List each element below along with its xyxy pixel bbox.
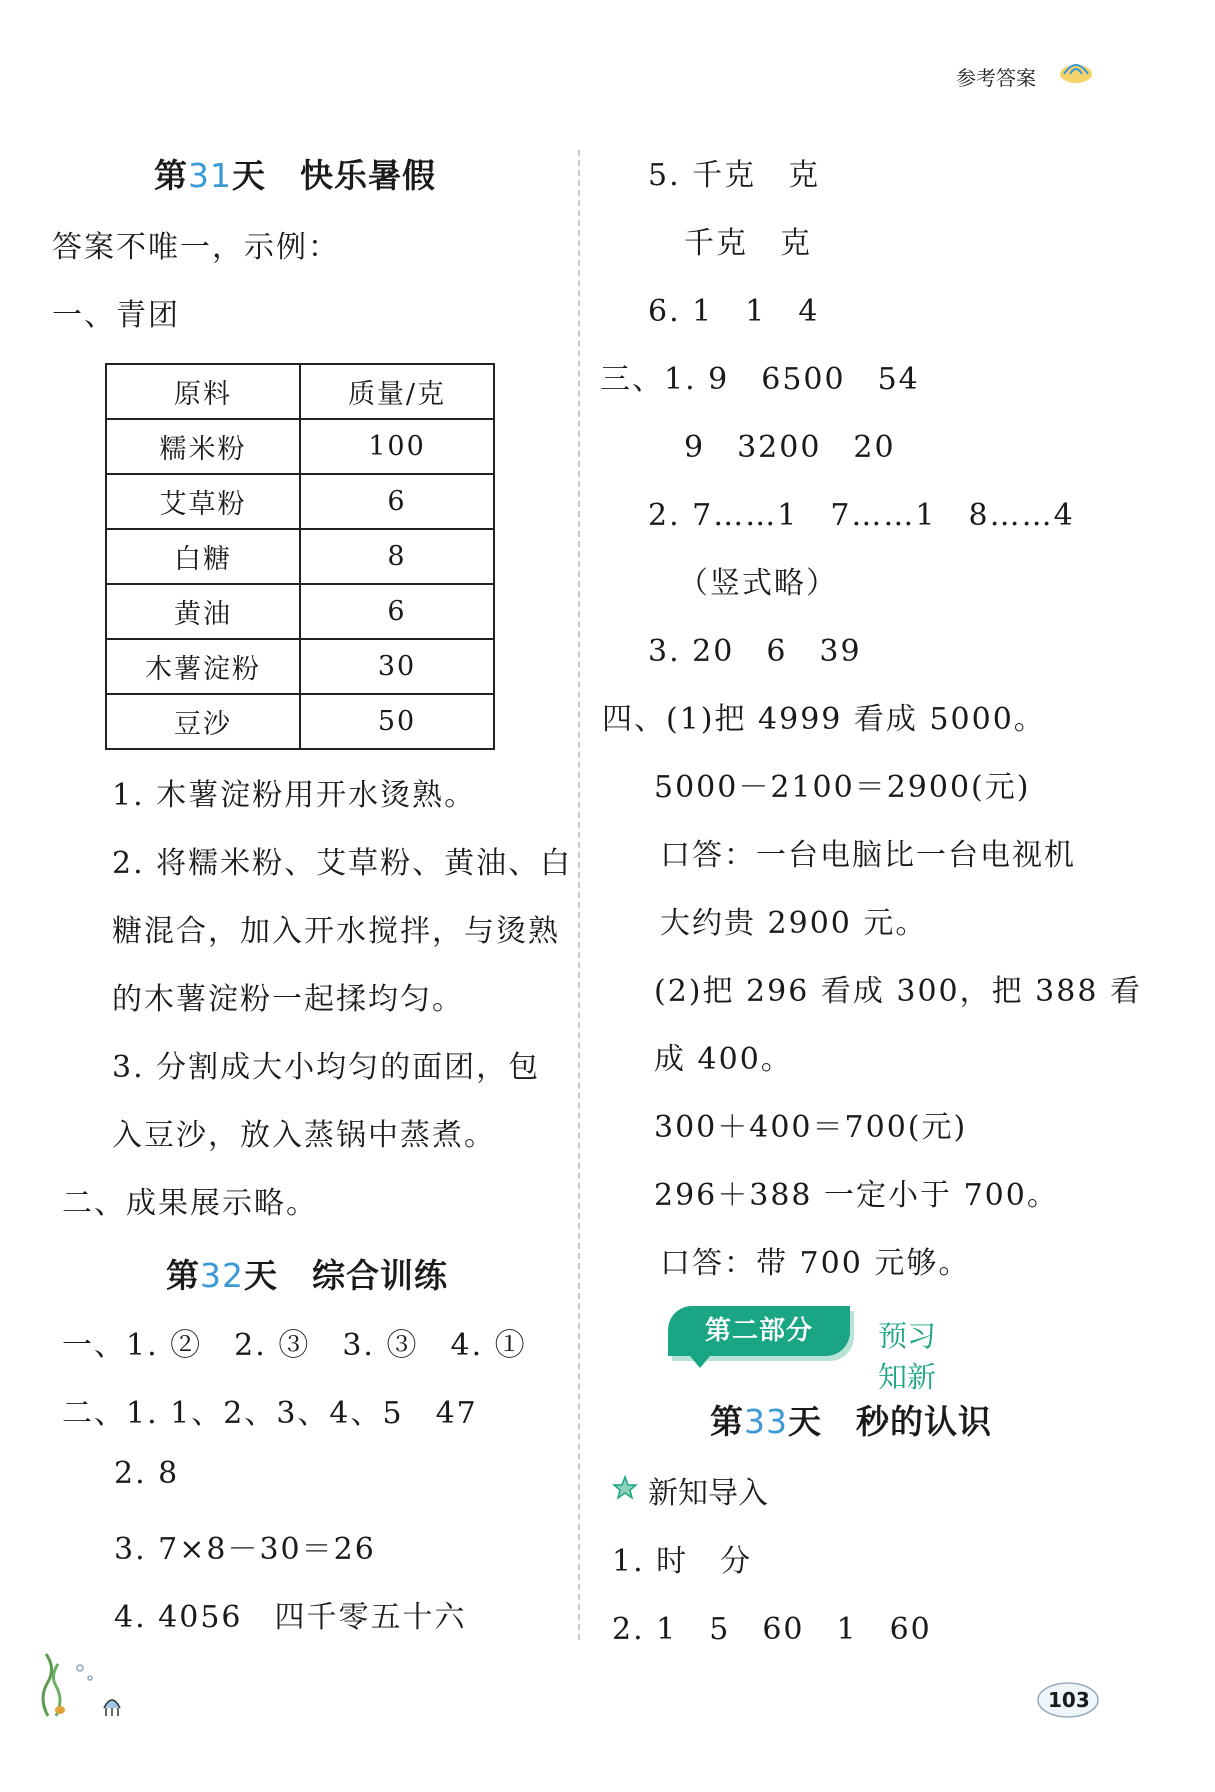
right-line-18: 1. 时 分 — [612, 1544, 753, 1579]
part2-tag: 第二部分 — [668, 1306, 850, 1356]
right-line-2: 千克 克 — [684, 226, 812, 261]
right-line-7: （竖式略） — [678, 566, 838, 601]
table-cell: 豆沙 — [106, 694, 300, 749]
table-row — [106, 584, 494, 639]
step-2-line2: 糖混合，加入开水搅拌，与烫熟 — [112, 914, 560, 949]
day33-title: 第33天 秒的认识 — [710, 1402, 992, 1441]
right-line-12: 大约贵 2900 元。 — [660, 906, 928, 941]
table-header-row — [106, 364, 494, 419]
right-line-17: 口答：带 700 元够。 — [660, 1246, 971, 1281]
right-line-11: 口答：一台电脑比一台电视机 — [660, 838, 1076, 873]
ingredient-table — [105, 363, 495, 750]
shell-icon — [1058, 58, 1094, 86]
table-row — [106, 639, 494, 694]
table-header: 质量/克 — [300, 364, 494, 419]
step-3-line1: 3. 分割成大小均匀的面团，包 — [112, 1050, 541, 1085]
table-cell: 糯米粉 — [106, 419, 300, 474]
table-cell: 黄油 — [106, 584, 300, 639]
right-line-16: 296＋388 一定小于 700。 — [654, 1178, 1059, 1213]
answer-intro: 答案不唯一，示例： — [52, 230, 340, 265]
table-cell: 6 — [300, 584, 494, 639]
right-line-13: (2)把 296 看成 300，把 388 看 — [654, 974, 1142, 1009]
table-row — [106, 419, 494, 474]
table-cell: 100 — [300, 419, 494, 474]
right-line-8: 3. 20 6 39 — [648, 634, 862, 669]
star-icon — [612, 1475, 638, 1501]
right-line-15: 300＋400＝700(元) — [654, 1110, 968, 1145]
step-3-line2: 入豆沙，放入蒸锅中蒸煮。 — [112, 1118, 496, 1153]
right-line-1: 5. 千克 克 — [648, 158, 821, 193]
seaweed-icon — [34, 1648, 124, 1718]
day31-title: 第31天 快乐暑假 — [154, 156, 436, 195]
step-2-line3: 的木薯淀粉一起揉均匀。 — [112, 982, 464, 1017]
right-line-3: 6. 1 1 4 — [648, 294, 820, 329]
right-line-5: 9 3200 20 — [684, 430, 896, 465]
section-one: 一、青团 — [52, 298, 180, 333]
reference-answer-label: 参考答案 — [956, 66, 1036, 90]
day32-line3: 2. 8 — [114, 1456, 180, 1491]
table-row — [106, 474, 494, 529]
table-cell: 50 — [300, 694, 494, 749]
right-line-9: 四、(1)把 4999 看成 5000。 — [602, 702, 1046, 737]
table-cell: 木薯淀粉 — [106, 639, 300, 694]
table-cell: 8 — [300, 529, 494, 584]
table-cell: 白糖 — [106, 529, 300, 584]
day32-line2: 二、1. 1、2、3、4、5 47 — [62, 1396, 478, 1431]
table-row — [106, 529, 494, 584]
table-row — [106, 694, 494, 749]
section-two: 二、成果展示略。 — [62, 1186, 318, 1221]
table-cell: 6 — [300, 474, 494, 529]
part2-banner — [668, 1306, 958, 1394]
right-line-19: 2. 1 5 60 1 60 — [612, 1612, 932, 1647]
day32-line4: 3. 7×8－30＝26 — [114, 1532, 376, 1567]
right-line-14: 成 400。 — [654, 1042, 793, 1077]
step-2-line1: 2. 将糯米粉、艾草粉、黄油、白 — [112, 846, 573, 881]
day32-line5: 4. 4056 四千零五十六 — [114, 1600, 467, 1635]
right-line-10: 5000－2100＝2900(元) — [654, 770, 1031, 805]
day32-title: 第32天 综合训练 — [166, 1256, 448, 1295]
page-number: 103 — [1048, 1688, 1090, 1712]
table-cell: 艾草粉 — [106, 474, 300, 529]
table-cell: 30 — [300, 639, 494, 694]
part2-text: 预习知新 — [878, 1319, 937, 1394]
column-divider — [578, 150, 580, 1640]
right-line-4: 三、1. 9 6500 54 — [600, 362, 920, 397]
new-intro-heading: 新知导入 — [648, 1476, 768, 1511]
table-header: 原料 — [106, 364, 300, 419]
right-line-6: 2. 7……1 7……1 8……4 — [648, 498, 1075, 533]
step-1: 1. 木薯淀粉用开水烫熟。 — [112, 778, 477, 813]
day32-line1: 一、1. ② 2. ③ 3. ③ 4. ① — [62, 1328, 527, 1363]
